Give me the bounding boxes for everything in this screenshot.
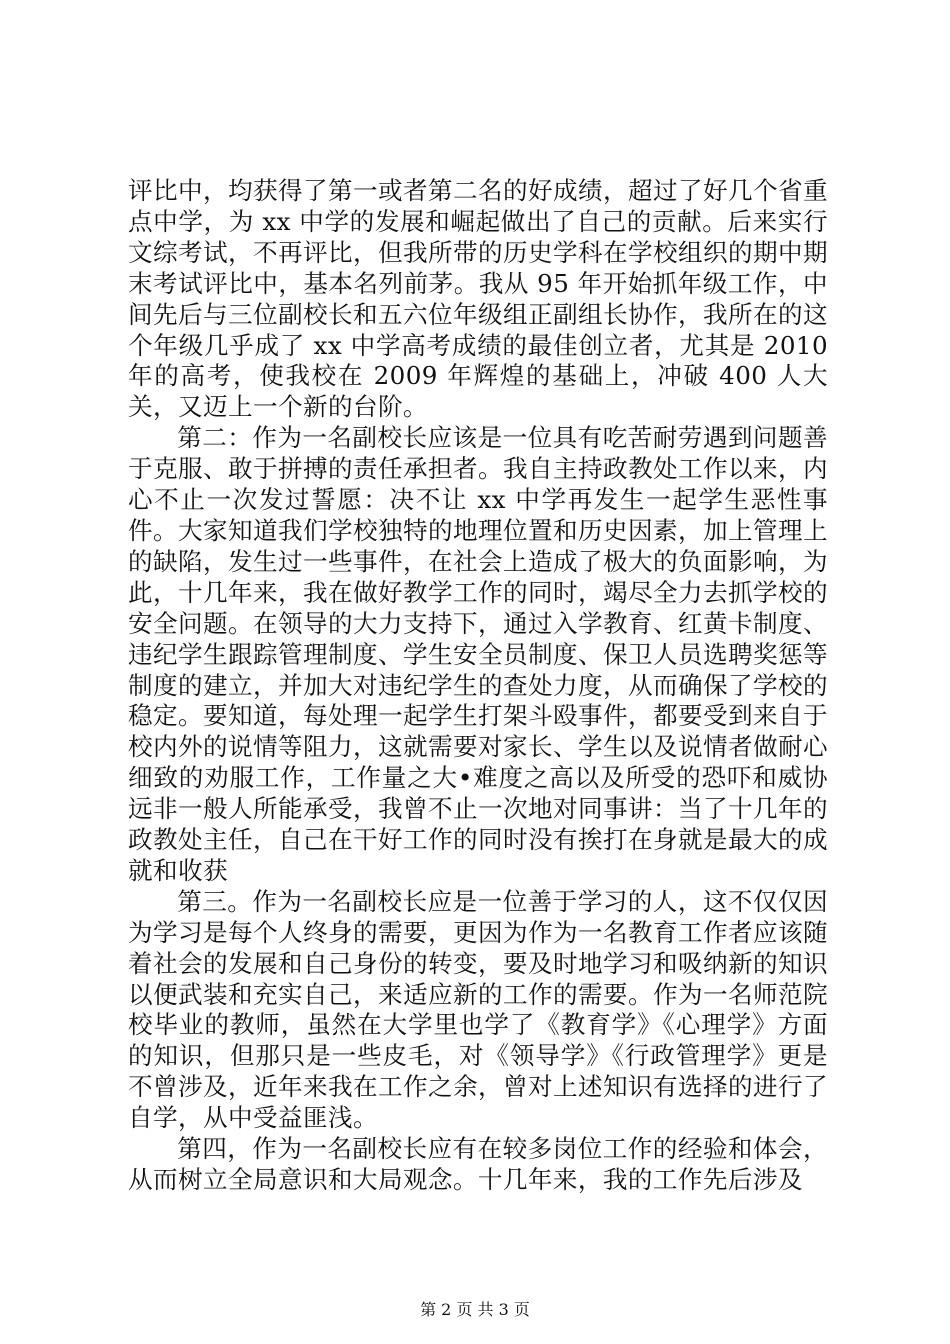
- page-footer: 第 2 页 共 3 页: [420, 1300, 530, 1319]
- paragraph-1: 评比中，均获得了第一或者第二名的好成绩，超过了好几个省重点中学，为 xx 中学的发展和崛起做出了自己的贡献。后来实行文综考试，不再评比，但我所带的历史学科在学校组织的期中期末考试评比中，基本名列前茅。我从 95 年开始抓年级工作，中间先后与三位副校长和五六位年级组正副组长协作，我所在的这个年级几乎成了 xx 中学高考成绩的最佳创立者，尤其是 2010 年的高考，使我校在 2009 年辉煌的基础上，冲破 400 人大关，又迈上一个新的台阶。: [128, 176, 828, 422]
- paragraph-4: 第四，作为一名副校长应有在较多岗位工作的经验和体会，从而树立全局意识和大局观念。十几年来，我的工作先后涉及: [128, 1134, 828, 1194]
- document-body: [128, 176, 828, 1196]
- paragraph-3: 第三。作为一名副校长应是一位善于学习的人，这不仅仅因为学习是每个人终身的需要，更因为作为一名教育工作者应该随着社会的发展和自己身份的转变，要及时地学习和吸纳新的知识以便武装和充实自己，来适应新的工作的需要。作为一名师范院校毕业的教师，虽然在大学里也学了《教育学》《心理学》方面的知识，但那只是一些皮毛，对《领导学》《行政管理学》更是不曾涉及，近年来我在工作之余，曾对上述知识有选择的进行了自学，从中受益匪浅。: [128, 886, 828, 1133]
- paragraph-2: 第二：作为一名副校长应该是一位具有吃苦耐劳遇到问题善于克服、敢于拼搏的责任承担者。我自主持政教处工作以来，内心不止一次发过誓愿：决不让 xx 中学再发生一起学生恶性事件。大家知道我们学校独特的地理位置和历史因素，加上管理上的缺陷，发生过一些事件，在社会上造成了极大的负面影响，为此，十几年来，我在做好教学工作的同时，竭尽全力去抓学校的安全问题。在领导的大力支持下，通过入学教育、红黄卡制度、违纪学生跟踪管理制度、学生安全员制度、保卫人员选聘奖惩等制度的建立，并加大对违纪学生的查处力度，从而确保了学校的稳定。要知道，每处理一起学生打架斗殴事件，都要受到来自于校内外的说情等阻力，这就需要对家长、学生以及说情者做耐心细致的劝服工作，工作量之大•难度之高以及所受的恐吓和威协远非一般人所能承受，我曾不止一次地对同事讲：当了十几年的政教处主任，自己在干好工作的同时没有挨打在身就是最大的成就和收获: [128, 423, 828, 885]
